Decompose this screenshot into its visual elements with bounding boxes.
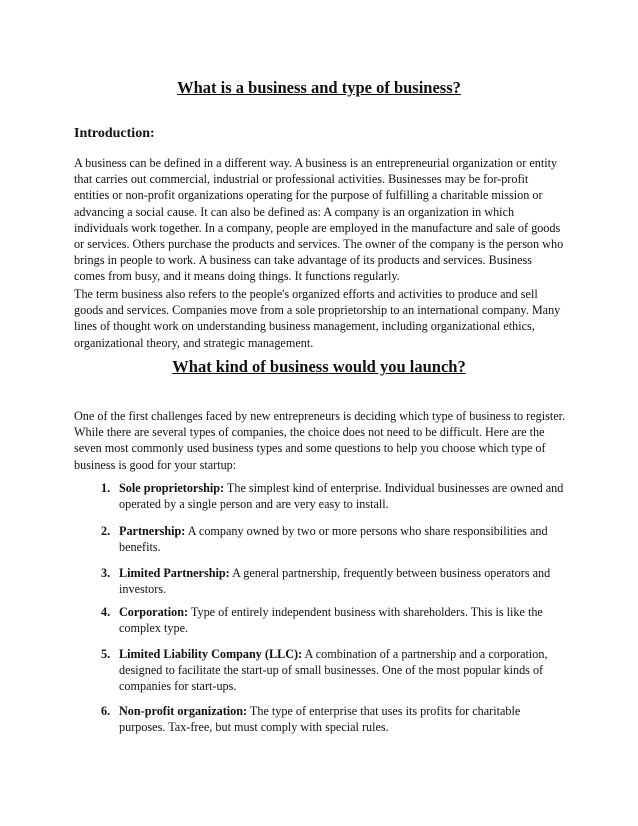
introduction-paragraph-1: A business can be defined in a different way. A business is an entrepreneurial organization or entity that carries out commercial, industrial or professional activities. Businesses may be for-profit entities or non-profit organizations operating for the purpose of fulfilling a charitable mission or advancing a social cause. It can also be defined as: A company is an organization in which individuals work together. In a company, people are employed in the manufacture and sale of goods or services. Others purchase the products and services. The owner of the company is the person who brings in people to work. A business can take advantage of its products and services. Business comes from busy, and it means doing things. It functions regularly. [74,156,564,284]
list-item-term: Non-profit organization: [119,704,248,718]
list-item-term: Limited Liability Company (LLC): [119,647,303,661]
list-item [101,480,567,512]
section-title: What kind of business would you launch? [172,357,466,376]
list-item-number: 3. [101,566,111,580]
list-item-number: 6. [101,704,111,718]
list-item-number: 4. [101,605,111,619]
list-item [101,523,567,555]
document-title: What is a business and type of business? [177,78,461,97]
list-item-text: The type of enterprise that uses its profits for charitable purposes. Tax-free, but must comply with special rules. [119,704,521,735]
list-item-number: 1. [101,481,111,495]
list-item-text: A combination of a partnership and a corporation, designed to facilitate the start-up of small businesses. One of the most popular kinds of companies for start-ups. [119,647,548,694]
list-item-number: 2. [101,524,111,538]
introduction-heading: Introduction: [74,126,155,141]
list-item [101,565,567,597]
business-types-intro-paragraph: One of the first challenges faced by new entrepreneurs is deciding which type of business to register. While there are several types of companies, the choice does not need to be difficult. Here are the seven most commonly used business types and some questions to help you choose which type of business is good for your startup: [74,409,566,472]
list-item-number: 5. [101,647,111,661]
list-item-term: Corporation: [119,605,189,619]
list-item-term: Sole proprietorship: [119,481,225,495]
list-item-text: Type of entirely independent business with shareholders. This is like the complex type. [119,605,543,636]
list-item-term: Limited Partnership: [119,566,230,580]
list-item [101,703,567,735]
list-item-term: Partnership: [119,524,186,538]
list-item-text: A general partnership, frequently between business operators and investors. [119,566,551,597]
list-item-text: A company owned by two or more persons who share responsibilities and benefits. [119,524,548,555]
introduction-paragraph-2: The term business also refers to the people's organized efforts and activities to produce and sell goods and services. Companies move from a sole proprietorship to an international company. Many lines of thought work on understanding business management, including organizational ethics, organizational theory, and strategic management. [74,287,561,350]
list-item [101,646,567,695]
list-item [101,604,567,636]
list-item-text: The simplest kind of enterprise. Individual businesses are owned and operated by a single person and are very easy to install. [119,481,564,512]
